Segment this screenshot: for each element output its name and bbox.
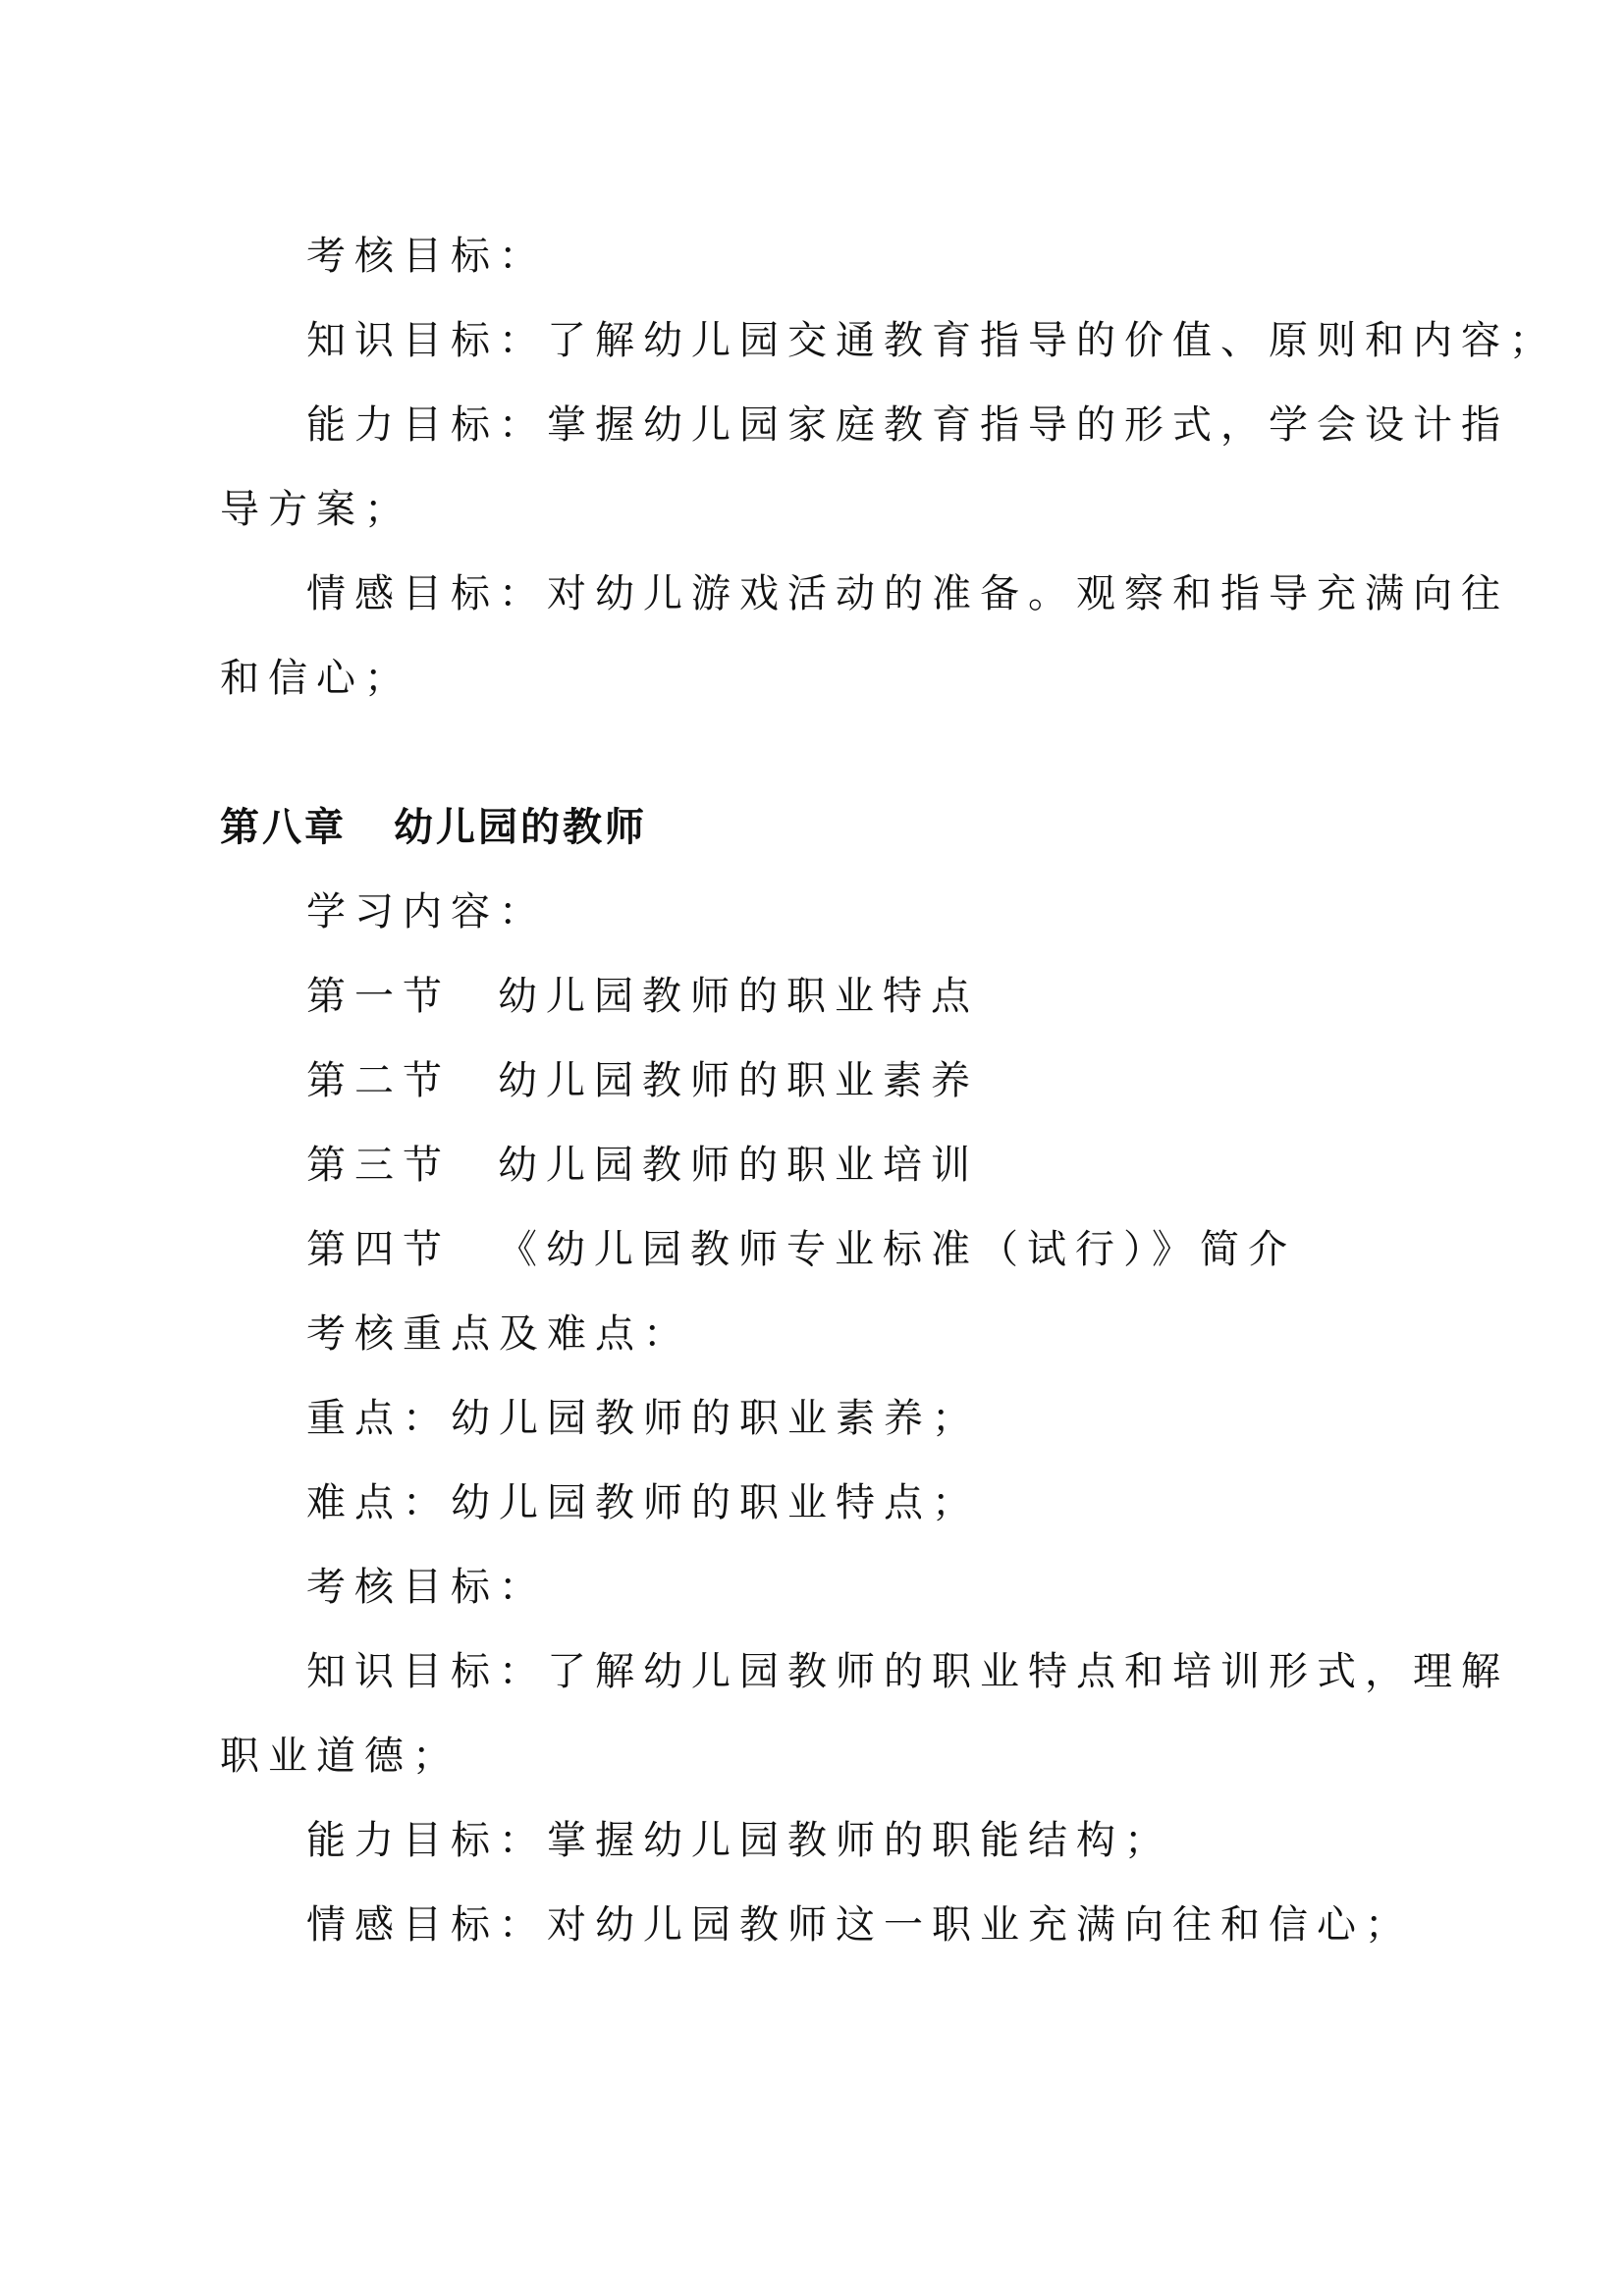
page-content bbox=[220, 214, 1557, 1967]
key-point: 重点：幼儿园教师的职业素养； bbox=[306, 1396, 980, 1441]
section-number: 第一节 bbox=[306, 974, 451, 1019]
section-item bbox=[220, 1123, 1418, 1207]
chapter-number: 第八章 bbox=[220, 805, 347, 850]
chapter-title: 幼儿园的教师 bbox=[394, 805, 647, 850]
emotion-goal-line2: 和信心； bbox=[220, 656, 412, 701]
knowledge-goal-line2: 职业道德； bbox=[220, 1734, 460, 1779]
ability-goal-line2: 导方案； bbox=[220, 487, 412, 532]
section-title: 《幼儿园教师专业标准（试行）》简介 bbox=[498, 1227, 1296, 1272]
difficulty: 难点：幼儿园教师的职业特点； bbox=[306, 1480, 980, 1525]
section-number: 第三节 bbox=[306, 1143, 451, 1188]
chapter-heading bbox=[220, 785, 1418, 870]
study-content-label: 学习内容： bbox=[306, 889, 547, 934]
section-number: 第四节 bbox=[306, 1227, 451, 1272]
ability-goal: 能力目标：掌握幼儿园教师的职能结构； bbox=[306, 1818, 1172, 1863]
assessment-goal-label: 考核目标： bbox=[306, 1565, 547, 1610]
section-title: 幼儿园教师的职业特点 bbox=[498, 974, 979, 1019]
ability-goal-line1: 能力目标：掌握幼儿园家庭教育指导的形式，学会设计指 bbox=[306, 402, 1509, 448]
section-title: 幼儿园教师的职业培训 bbox=[498, 1143, 979, 1188]
section-gap bbox=[220, 721, 1418, 785]
knowledge-goal: 知识目标：了解幼儿园交通教育指导的价值、原则和内容； bbox=[306, 318, 1557, 363]
emotion-goal: 情感目标：对幼儿园教师这一职业充满向往和信心； bbox=[306, 1902, 1413, 1948]
key-points-label: 考核重点及难点： bbox=[306, 1311, 691, 1357]
section-item bbox=[220, 954, 1418, 1039]
emotion-goal-line1: 情感目标：对幼儿游戏活动的准备。观察和指导充满向往 bbox=[306, 571, 1509, 616]
section-item bbox=[220, 1207, 1418, 1292]
knowledge-goal-line1: 知识目标：了解幼儿园教师的职业特点和培训形式，理解 bbox=[306, 1649, 1509, 1694]
assessment-goal-label: 考核目标： bbox=[306, 234, 547, 279]
section-number: 第二节 bbox=[306, 1058, 451, 1103]
section-title: 幼儿园教师的职业素养 bbox=[498, 1058, 979, 1103]
section-item bbox=[220, 1039, 1418, 1123]
